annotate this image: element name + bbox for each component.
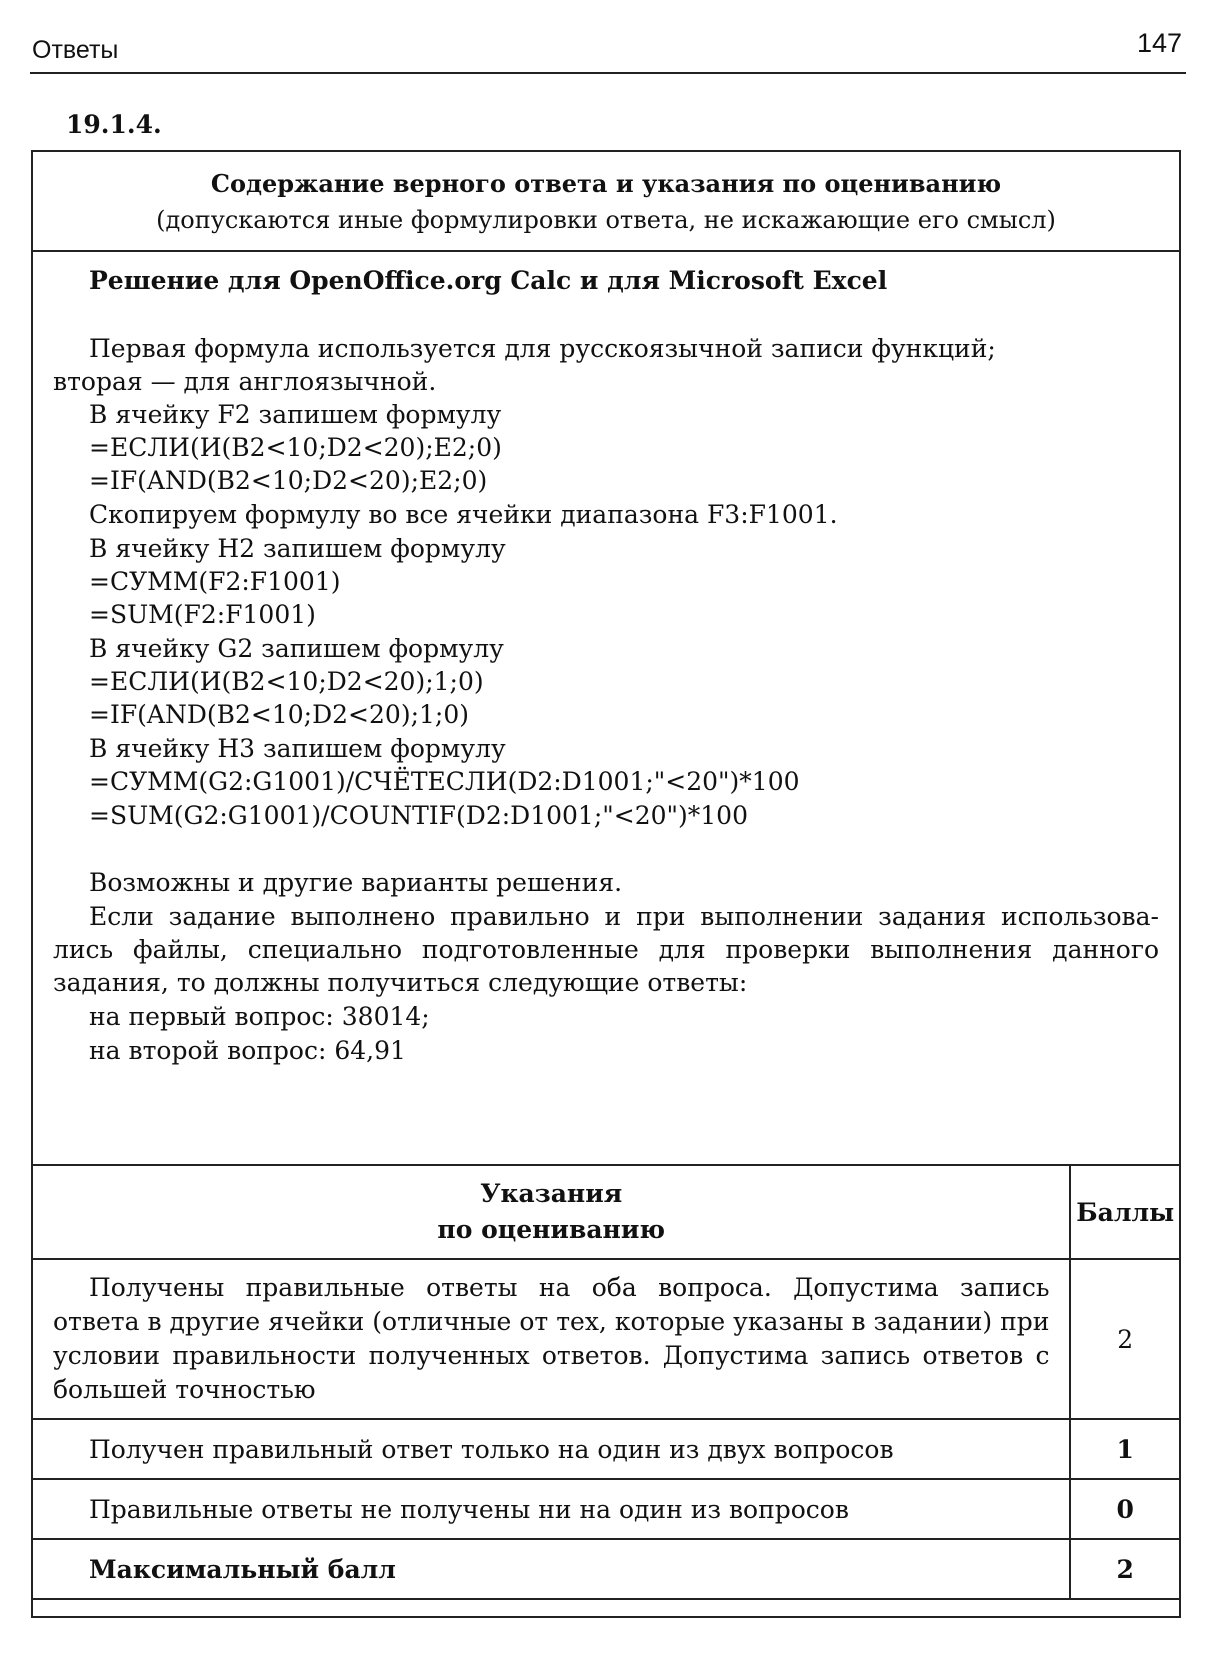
max-score-value: 2 — [1070, 1539, 1180, 1599]
page-number: 147 — [1136, 28, 1182, 58]
box-header — [33, 152, 1179, 252]
answers-paragraph-line: задания, то должны получиться следующие ответы: — [53, 968, 748, 997]
grading-row — [32, 1259, 1180, 1419]
intro-line: Первая формула используется для русскоязычной записи функций; — [89, 334, 996, 363]
formula-line: =SUM(F2:F1001) — [89, 600, 316, 629]
solution-heading: Решение для OpenOffice.org Calc и для Microsoft Excel — [89, 266, 888, 295]
solution-line: В ячейку G2 запишем формулу — [89, 634, 504, 663]
note-line: Возможны и другие варианты решения. — [89, 868, 623, 897]
formula-line: =SUM(G2:G1001)/COUNTIF(D2:D1001;"<20")*100 — [89, 801, 748, 830]
answers-paragraph-line: Если задание выполнено правильно и при выполнении задания использова- — [89, 902, 1159, 931]
formula-line: =ЕСЛИ(И(B2<10;D2<20);E2;0) — [89, 433, 502, 462]
max-score-label: Максимальный балл — [32, 1539, 1070, 1599]
criterion-text: Получены правильные ответы на оба вопроса. Допустима запись ответа в другие ячейки (отличные от тех, которые указаны в задании) при условии правильности полученных ответов. Допустима запись ответов с большей точностью — [53, 1273, 1050, 1404]
formula-line: =IF(AND(B2<10;D2<20);E2;0) — [89, 466, 488, 495]
grading-table — [31, 1164, 1181, 1600]
grading-criterion — [32, 1259, 1070, 1419]
box-header-subtitle: (допускаются иные формулировки ответа, не искажающие его смысл) — [156, 206, 1056, 234]
grading-header-line: по оцениванию — [437, 1215, 666, 1244]
task-number: 19.1.4. — [66, 110, 162, 139]
section-title: Ответы — [32, 36, 119, 64]
solution-line: В ячейку H2 запишем формулу — [89, 534, 506, 563]
answer-frame — [31, 150, 1181, 1618]
intro-line: вторая — для англоязычной. — [53, 367, 437, 396]
grading-header-row — [32, 1165, 1180, 1259]
criterion-points: 2 — [1070, 1259, 1180, 1419]
solution-block — [33, 252, 1179, 1314]
points-header: Баллы — [1070, 1165, 1180, 1259]
box-header-title: Содержание верного ответа и указания по оцениванию — [210, 169, 1002, 198]
grading-row — [32, 1419, 1180, 1479]
solution-line: В ячейку H3 запишем формулу — [89, 734, 506, 763]
formula-line: =IF(AND(B2<10;D2<20);1;0) — [89, 700, 469, 729]
criterion-points: 1 — [1070, 1419, 1180, 1479]
formula-line: =ЕСЛИ(И(B2<10;D2<20);1;0) — [89, 667, 484, 696]
answer-line: на второй вопрос: 64,91 — [89, 1036, 406, 1065]
criterion-points: 0 — [1070, 1479, 1180, 1539]
grading-criteria-header — [32, 1165, 1070, 1259]
answer-line: на первый вопрос: 38014; — [89, 1002, 430, 1031]
running-head — [30, 28, 1186, 74]
max-score-row — [32, 1539, 1180, 1599]
grading-header-line: Указания — [480, 1179, 623, 1208]
formula-line: =СУММ(F2:F1001) — [89, 567, 341, 596]
answers-paragraph-line: лись файлы, специально подготовленные для проверки выполнения данного — [53, 935, 1159, 964]
criterion-text: Получен правильный ответ только на один из двух вопросов — [32, 1419, 1070, 1479]
solution-line: Скопируем формулу во все ячейки диапазона F3:F1001. — [89, 500, 838, 529]
grading-row — [32, 1479, 1180, 1539]
criterion-text: Правильные ответы не получены ни на один из вопросов — [32, 1479, 1070, 1539]
solution-line: В ячейку F2 запишем формулу — [89, 400, 502, 429]
formula-line: =СУММ(G2:G1001)/СЧЁТЕСЛИ(D2:D1001;"<20")*100 — [89, 767, 800, 796]
